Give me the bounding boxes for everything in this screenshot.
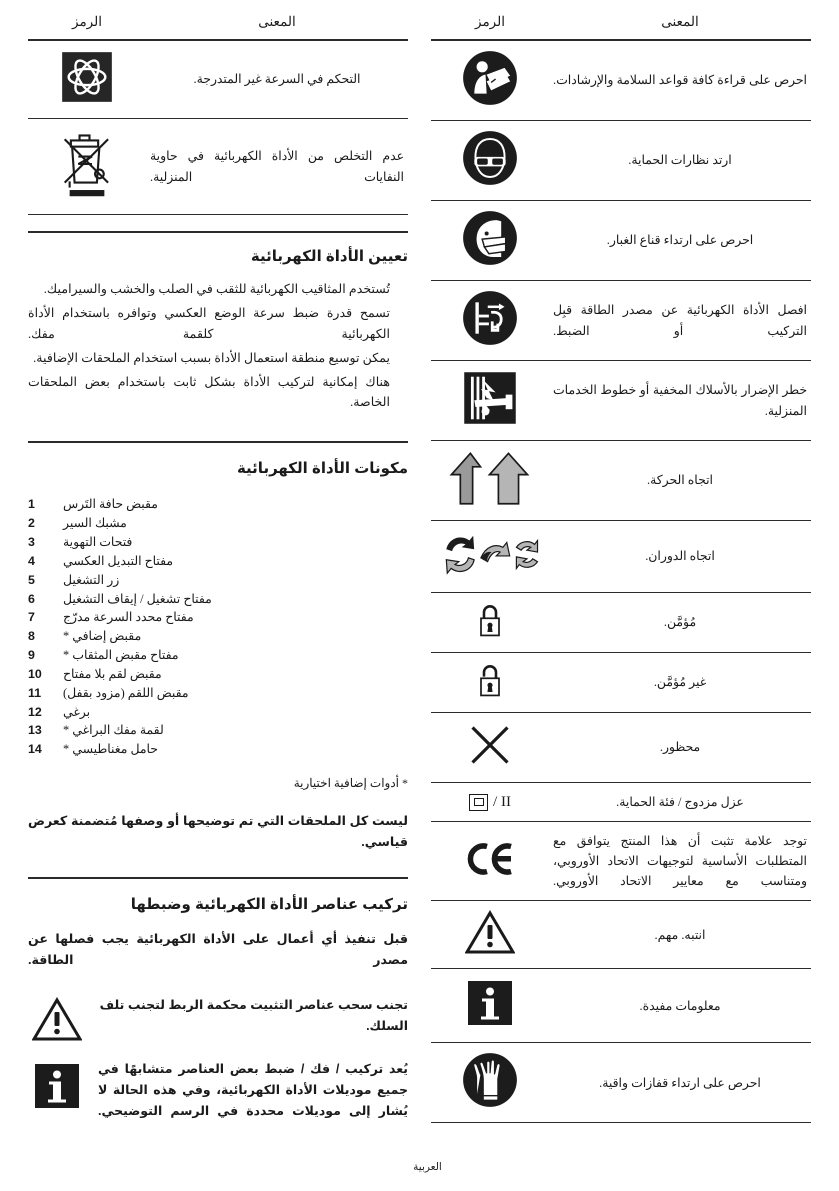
header-meaning: المعنى bbox=[661, 14, 699, 29]
square-in-square-glyph bbox=[469, 794, 488, 811]
table-row bbox=[28, 119, 408, 215]
component-label: زر التشغيل bbox=[63, 572, 120, 587]
ce-mark-icon bbox=[465, 841, 515, 877]
row-symbol bbox=[431, 969, 549, 1043]
information-icon bbox=[28, 1059, 86, 1111]
component-label: مفتاح تشغيل / إيقاف التشغيل bbox=[63, 591, 212, 606]
weee-crossed-bin-icon bbox=[56, 128, 118, 200]
row-symbol bbox=[431, 521, 549, 593]
component-number: 14 bbox=[28, 742, 42, 757]
table-row bbox=[431, 521, 811, 593]
list-item bbox=[28, 552, 408, 571]
symbol-table-left bbox=[28, 0, 408, 215]
row-symbol bbox=[431, 40, 549, 121]
installation-bold-intro: قبل تنفيذ أي أعمال على الأداة الكهربائية يجب فصلها عن مصدر الطاقة. bbox=[28, 931, 408, 967]
components-heading: مكونات الأداة الكهربائية bbox=[236, 460, 408, 478]
row-symbol bbox=[431, 361, 549, 441]
list-item bbox=[28, 608, 408, 627]
padlock-closed-icon bbox=[477, 602, 503, 638]
component-number: 6 bbox=[28, 591, 35, 606]
designation-paragraph: تسمح قدرة ضبط سرعة الوضع العكسي وتوافره باستخدام الأداة الكهربائية كلقمة مفك. bbox=[28, 305, 390, 341]
table-row bbox=[431, 201, 811, 281]
section-divider bbox=[28, 231, 408, 233]
installation-heading: تركيب عناصر الأداة الكهربائية وضبطها bbox=[130, 895, 408, 913]
unplug-power-icon bbox=[462, 290, 518, 346]
header-symbol: الرمز bbox=[475, 14, 505, 29]
class-two-label: / II bbox=[493, 793, 511, 810]
row-symbol bbox=[431, 281, 549, 361]
list-item bbox=[28, 646, 408, 665]
component-label: مقبض اللقم (مزود بقفل) bbox=[63, 685, 189, 700]
padlock-open-icon bbox=[477, 662, 503, 698]
table-header-row bbox=[431, 0, 811, 40]
left-column bbox=[28, 0, 408, 1122]
row-symbol bbox=[431, 593, 549, 653]
installation-note-text: تجنب سحب عناصر التثبيت محكمة الربط لتجنب تلف السلك. bbox=[99, 997, 408, 1033]
component-label: مفتاح محدد السرعة مدرّج bbox=[63, 610, 194, 625]
component-label: مقبض لقم بلا مفتاح bbox=[63, 666, 162, 681]
section-divider bbox=[28, 441, 408, 443]
header-symbol: الرمز bbox=[72, 14, 102, 29]
row-meaning: احرص على ارتداء قناع الغبار. bbox=[606, 233, 754, 248]
information-icon bbox=[465, 978, 515, 1028]
table-row bbox=[431, 361, 811, 441]
table-row bbox=[431, 713, 811, 783]
row-symbol bbox=[431, 1043, 549, 1123]
designation-paragraph: تُستخدم المثاقيب الكهربائية للثقب في الصلب والخشب والسيراميك. bbox=[43, 282, 390, 296]
row-meaning: ارتد نظارات الحماية. bbox=[628, 153, 732, 168]
table-row bbox=[431, 40, 811, 121]
hidden-wires-hazard-icon bbox=[462, 370, 518, 426]
row-symbol bbox=[431, 783, 549, 822]
component-number: 9 bbox=[28, 648, 35, 663]
protective-gloves-icon bbox=[462, 1052, 518, 1108]
row-symbol bbox=[28, 119, 146, 215]
row-meaning: عزل مزدوج / فئة الحماية. bbox=[616, 795, 744, 809]
table-row bbox=[431, 783, 811, 822]
component-label: فتحات التهوية bbox=[63, 535, 133, 550]
read-manual-icon bbox=[462, 50, 518, 106]
row-meaning: غير مُؤمَّن. bbox=[653, 675, 707, 690]
table-row bbox=[431, 593, 811, 653]
component-number: 1 bbox=[28, 497, 35, 512]
row-meaning: اتجاه الحركة. bbox=[647, 473, 713, 488]
right-column bbox=[431, 0, 811, 1123]
component-label: مقبض إضافي * bbox=[63, 629, 142, 644]
table-row bbox=[431, 653, 811, 713]
list-item bbox=[28, 740, 408, 759]
rotation-direction-icon bbox=[438, 530, 542, 578]
row-symbol bbox=[431, 901, 549, 969]
table-row bbox=[431, 121, 811, 201]
row-meaning: احرص على ارتداء قفازات واقية. bbox=[599, 1075, 761, 1090]
component-number: 2 bbox=[28, 516, 35, 531]
component-number: 12 bbox=[28, 704, 42, 719]
row-meaning: افصل الأداة الكهربائية عن مصدر الطاقة قبِل التركيب أو الضبط. bbox=[553, 303, 807, 338]
list-item bbox=[28, 684, 408, 703]
component-number: 4 bbox=[28, 553, 35, 568]
designation-body bbox=[28, 279, 408, 413]
component-number: 13 bbox=[28, 723, 42, 738]
warning-triangle-icon bbox=[28, 995, 86, 1041]
list-item bbox=[28, 590, 408, 609]
row-meaning: عدم التخلص من الأداة الكهربائية في حاوية النفايات المنزلية. bbox=[150, 149, 404, 184]
row-symbol bbox=[431, 441, 549, 521]
designation-paragraph: يمكن توسيع منطقة استعمال الأداة بسبب استخدام الملحقات الإضافية. bbox=[33, 350, 390, 365]
list-item bbox=[28, 533, 408, 552]
prohibited-cross-icon bbox=[467, 722, 513, 768]
table-header-row bbox=[28, 0, 408, 40]
row-symbol bbox=[431, 121, 549, 201]
variable-speed-icon bbox=[60, 50, 114, 104]
list-item bbox=[28, 627, 408, 646]
component-label: مشبك السير bbox=[63, 516, 127, 531]
row-meaning: معلومات مفيدة. bbox=[639, 998, 721, 1013]
safety-goggles-icon bbox=[462, 130, 518, 186]
component-label: مفتاح التبديل العكسي bbox=[63, 553, 174, 568]
list-item bbox=[28, 571, 408, 590]
component-label: حامل مغناطيسي * bbox=[63, 742, 158, 757]
list-item bbox=[28, 703, 408, 722]
list-item bbox=[28, 665, 408, 684]
row-symbol bbox=[431, 201, 549, 281]
row-meaning: محظور. bbox=[659, 740, 701, 755]
table-row bbox=[431, 901, 811, 969]
row-meaning: خطر الإضرار بالأسلاك المخفية أو خطوط الخدمات المنزلية. bbox=[553, 383, 807, 418]
symbol-table-right bbox=[431, 0, 811, 1123]
row-meaning: انتبه. مهم. bbox=[654, 927, 706, 942]
double-insulation-icon bbox=[469, 794, 511, 811]
row-meaning: اتجاه الدوران. bbox=[645, 549, 715, 564]
component-number: 11 bbox=[28, 685, 42, 700]
designation-heading: تعيين الأداة الكهربائية bbox=[250, 248, 408, 265]
table-row bbox=[431, 441, 811, 521]
dust-mask-icon bbox=[462, 210, 518, 266]
header-meaning: المعنى bbox=[258, 14, 296, 29]
page-footer bbox=[0, 1161, 839, 1173]
component-label: مفتاح مقبض المثقاب * bbox=[63, 648, 179, 663]
component-number: 5 bbox=[28, 572, 35, 587]
row-symbol bbox=[28, 40, 146, 119]
installation-note bbox=[28, 995, 408, 1041]
list-item bbox=[28, 721, 408, 740]
section-divider bbox=[28, 877, 408, 879]
component-number: 10 bbox=[28, 666, 42, 681]
components-list bbox=[28, 495, 408, 759]
component-number: 7 bbox=[28, 610, 35, 625]
row-meaning: التحكم في السرعة غير المتدرجة. bbox=[193, 72, 361, 87]
component-number: 3 bbox=[28, 535, 35, 550]
row-meaning: احرص على قراءة كافة قواعد السلامة والإرشادات. bbox=[553, 73, 807, 88]
row-meaning: مُؤمَّن. bbox=[663, 615, 697, 630]
table-row bbox=[28, 40, 408, 119]
components-footnote: * أدوات إضافية اختيارية bbox=[293, 776, 408, 791]
components-bold-note: ليست كل الملحقات التي تم توضيحها أو وصفها مُتضمنة كعرض قياسي. bbox=[28, 814, 408, 850]
component-label: مقبض حافة التَرس bbox=[63, 497, 158, 512]
row-symbol bbox=[431, 713, 549, 783]
warning-triangle-icon bbox=[465, 910, 515, 954]
table-row bbox=[431, 281, 811, 361]
row-symbol bbox=[431, 653, 549, 713]
footer-language-label: العربية bbox=[413, 1162, 442, 1173]
component-label: برغي bbox=[63, 704, 91, 719]
table-row bbox=[431, 969, 811, 1043]
movement-direction-icon bbox=[446, 450, 534, 506]
row-symbol bbox=[431, 822, 549, 901]
list-item bbox=[28, 514, 408, 533]
installation-note bbox=[28, 1059, 408, 1122]
designation-paragraph: هناك إمكانية لتركيب الأداة بشكل ثابت باستخدام بعض الملحقات الخاصة. bbox=[28, 374, 390, 410]
component-number: 8 bbox=[28, 629, 35, 644]
table-row bbox=[431, 1043, 811, 1123]
table-row bbox=[431, 822, 811, 901]
component-label: لقمة مفك البراغي * bbox=[63, 723, 164, 738]
list-item bbox=[28, 495, 408, 514]
row-meaning: توجد علامة تثبت أن هذا المنتج يتوافق مع المتطلبات الأساسية لتوجيهات الاتحاد الأوروبي، ومتناسب مع معايير الاتحاد الأوروبي. bbox=[553, 834, 807, 889]
installation-note-text: يُعد تركيب / فك / ضبط بعض العناصر متشابهًا في جميع موديلات الأداة الكهربائية، وفي هذه الحالة لا يُشار إلى موديلات محددة في الرسم التوضيحي. bbox=[98, 1061, 408, 1118]
